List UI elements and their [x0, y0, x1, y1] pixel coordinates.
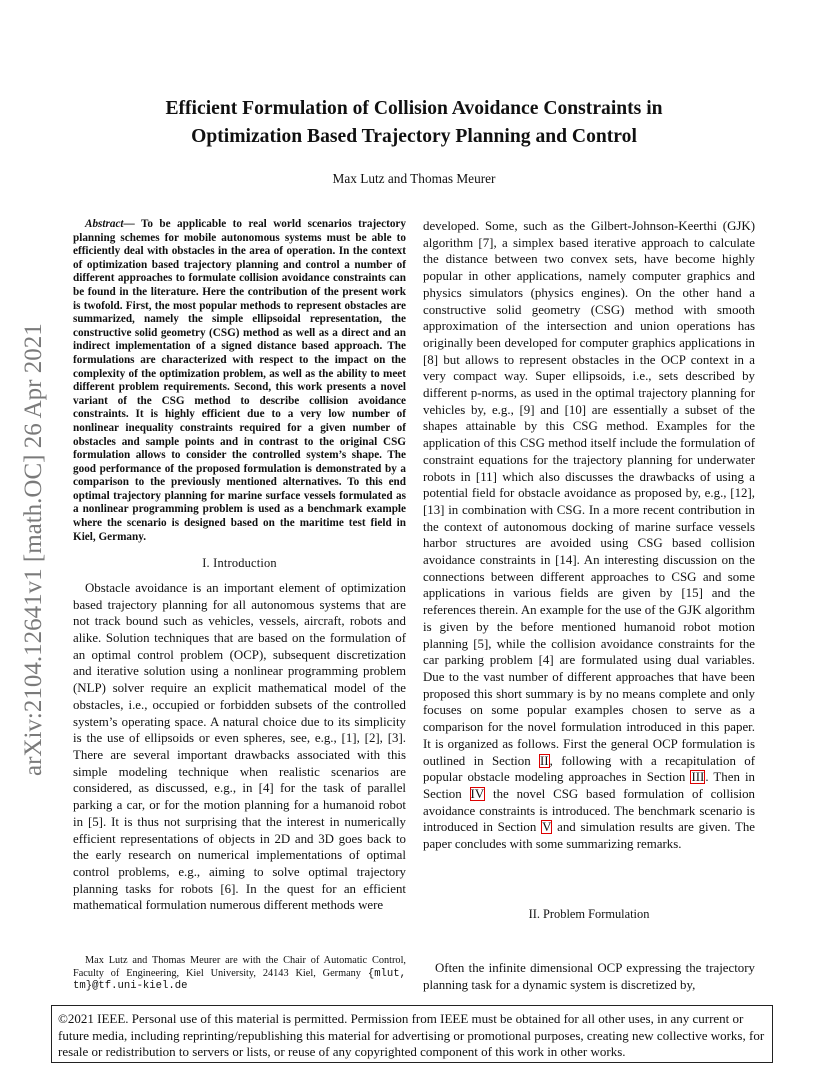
abstract-text: To be applicable to real world scenarios trajectory planning schemes for mobile autonomous systems must be able to efficiently deal with obstacles in the area of operation. In the context of optimization based trajectory planning and control a number of different approaches to formulate collision avoidance constraints can be found in the literature. Here the contribution of the present work is twofold. First, the most popular methods to represent obstacles are summarized, namely the simple ellipsoidal representation, the constructive solid geometry (CSG) method as well as a direct and an indirect implementation of a signed distance based approach. The formulations are characterized with respect to the impact on the complexity of the optimization problem, as well as the ability to meet different problem requirements. Second, this work presents a novel variant of the CSG method to describe collision avoidance constraints. It is highly efficient due to a very low number of nonlinear inequality constraints required for a given number of obstacles and sample points and in contrast to the original CSG formulation allows to consider the controlled system’s shape. The good performance of the proposed formulation is demonstrated by a comparison to the previously mentioned alternatives. To this end optimal trajectory planning for marine surface vessels formulated as a nonlinear programming problem is used as a benchmark example where the scenario is designed based on the maritime test field in Kiel, Germany. [73, 218, 406, 543]
title-line-2: Optimization Based Trajectory Planning and Control [191, 126, 637, 147]
intro-continued-text-1: developed. Some, such as the Gilbert-Johnson-Keerthi (GJK) algorithm [7], a simplex based iterative approach to calculate the distance between two convex sets, have become highly popular in other applications, namely computer graphics and physics simulators (physics engines). On the other hand a constructive solid geometry (CSG) method with smooth approximation of the intersection and union operations has originally been developed for computer graphics applications in [8] but allows to represent obstacles in the OCP context in a very compact way. Super ellipsoids, i.e., sets described by different p-norms, as used in the optimal trajectory planning for vehicles by, e.g., [9] and [10] are essentially a subset of the shapes attainable by this CSG method. Examples for the application of this CSG method itself include the formulation of constraint equations for the trajectory planning for underwater robots in [11] which also discusses the drawbacks of using a potential field for obstacle avoidance as proposed by, e.g., [12], [13] in combination with CSG. In a more recent contribution in the context of autonomous docking of marine surface vessels harbor structures are avoided using CSG based collision avoidance constraints in [14]. An interesting discussion on the connections between different approaches to CSG and some applications in various fields are given by [15] and the references therein. An example for the use of the GJK algorithm is given by the before mentioned humanoid robot motion planning [5], while the collision avoidance constraints for the car parking problem [4] are formulated using dual variables. Due to the vast number of different approaches that have been proposed this short summary is by no means complete and only focuses on some popular examples chosen to serve as a comparison for the novel formulation introduced in this paper. It is organized as follows. First the general OCP formulation is outlined in Section [423, 219, 755, 768]
intro-continued-text-5: and simulation results are given. The paper concludes with some summarizing remarks. [423, 820, 755, 852]
arxiv-identifier: arXiv:2104.12641v1 [math.OC] 26 Apr 2021 [20, 323, 47, 776]
paper-title [0, 95, 828, 151]
author-footnote [73, 955, 406, 993]
section-heading-introduction: I. Introduction [202, 556, 277, 571]
section-heading-problem-formulation: II. Problem Formulation [528, 907, 650, 921]
section-ref-link-2[interactable]: II [540, 753, 549, 768]
section-ref-link-5[interactable]: V [542, 820, 552, 835]
footnote-text: Max Lutz and Thomas Meurer are with the Chair of Automatic Control, Faculty of Engineering, Kiel University, 24143 Kiel, Germany [73, 955, 406, 979]
right-column [423, 218, 755, 853]
section-ref-link-4[interactable]: IV [470, 786, 485, 801]
title-line-1: Efficient Formulation of Collision Avoidance Constraints in [165, 98, 663, 119]
introduction-continued-paragraph [423, 218, 755, 853]
intro-continued-text-4: the novel CSG based formulation of collision avoidance constraints is introduced. The benchmark scenario is introduced in Section [423, 786, 755, 835]
abstract-label: Abstract [85, 218, 124, 230]
introduction-paragraph: Obstacle avoidance is an important element of optimization based trajectory planning for all autonomous systems that are not track bound such as vehicles, vessels, aircraft, robots and alike. Solution techniques that are based on the formulation of an optimal control problem (OCP), subsequent discretization and iterative solution using a nonlinear programming problem (NLP) solver require an explicit mathematical model of the obstacles, i.e., occupied or forbidden subsets of the controlled system’s operating space. A natural choice due to its simplicity is the use of ellipsoids or even spheres, see, e.g., [1], [2], [3]. There are several important drawbacks associated with this simple modeling technique when realistic scenarios are considered, as discussed, e.g., in [4] for the task of parallel parking a car, or for the motion planning for a humanoid robot in [5]. It is thus not surprising that the interest in numerically efficient representations of objects in 2D and 3D goes back to the early research on numerical implementations of optimal control problems, e.g., aiming to solve optimal trajectory planning tasks for robots [6]. In the quest for an efficient mathematical formulation numerous different methods were [73, 580, 406, 913]
left-column [73, 218, 406, 914]
abstract [73, 218, 406, 544]
authors: Max Lutz and Thomas Meurer [332, 171, 496, 186]
problem-formulation-paragraph: Often the infinite dimensional OCP expressing the trajectory planning task for a dynamic system is discretized by, [423, 961, 755, 992]
footnote-email: {mlut, tm}@tf.uni-kiel.de [73, 967, 406, 992]
intro-continued-text-2: , following with a recapitulation of popular obstacle modeling approaches in Section [423, 753, 755, 785]
section-ref-link-3[interactable]: III [691, 770, 705, 785]
intro-continued-text-3: . Then in Section [423, 770, 756, 801]
copyright-notice: ©2021 IEEE. Personal use of this material is permitted. Permission from IEEE must be obtained for all other uses, in any current or future media, including reprinting/republishing this material for advertising or promotional purposes, creating new collective works, for resale or redistribution to servers or lists, or reuse of any copyrighted component of this work in other works. [51, 1005, 773, 1063]
abstract-dash: — [123, 218, 141, 230]
